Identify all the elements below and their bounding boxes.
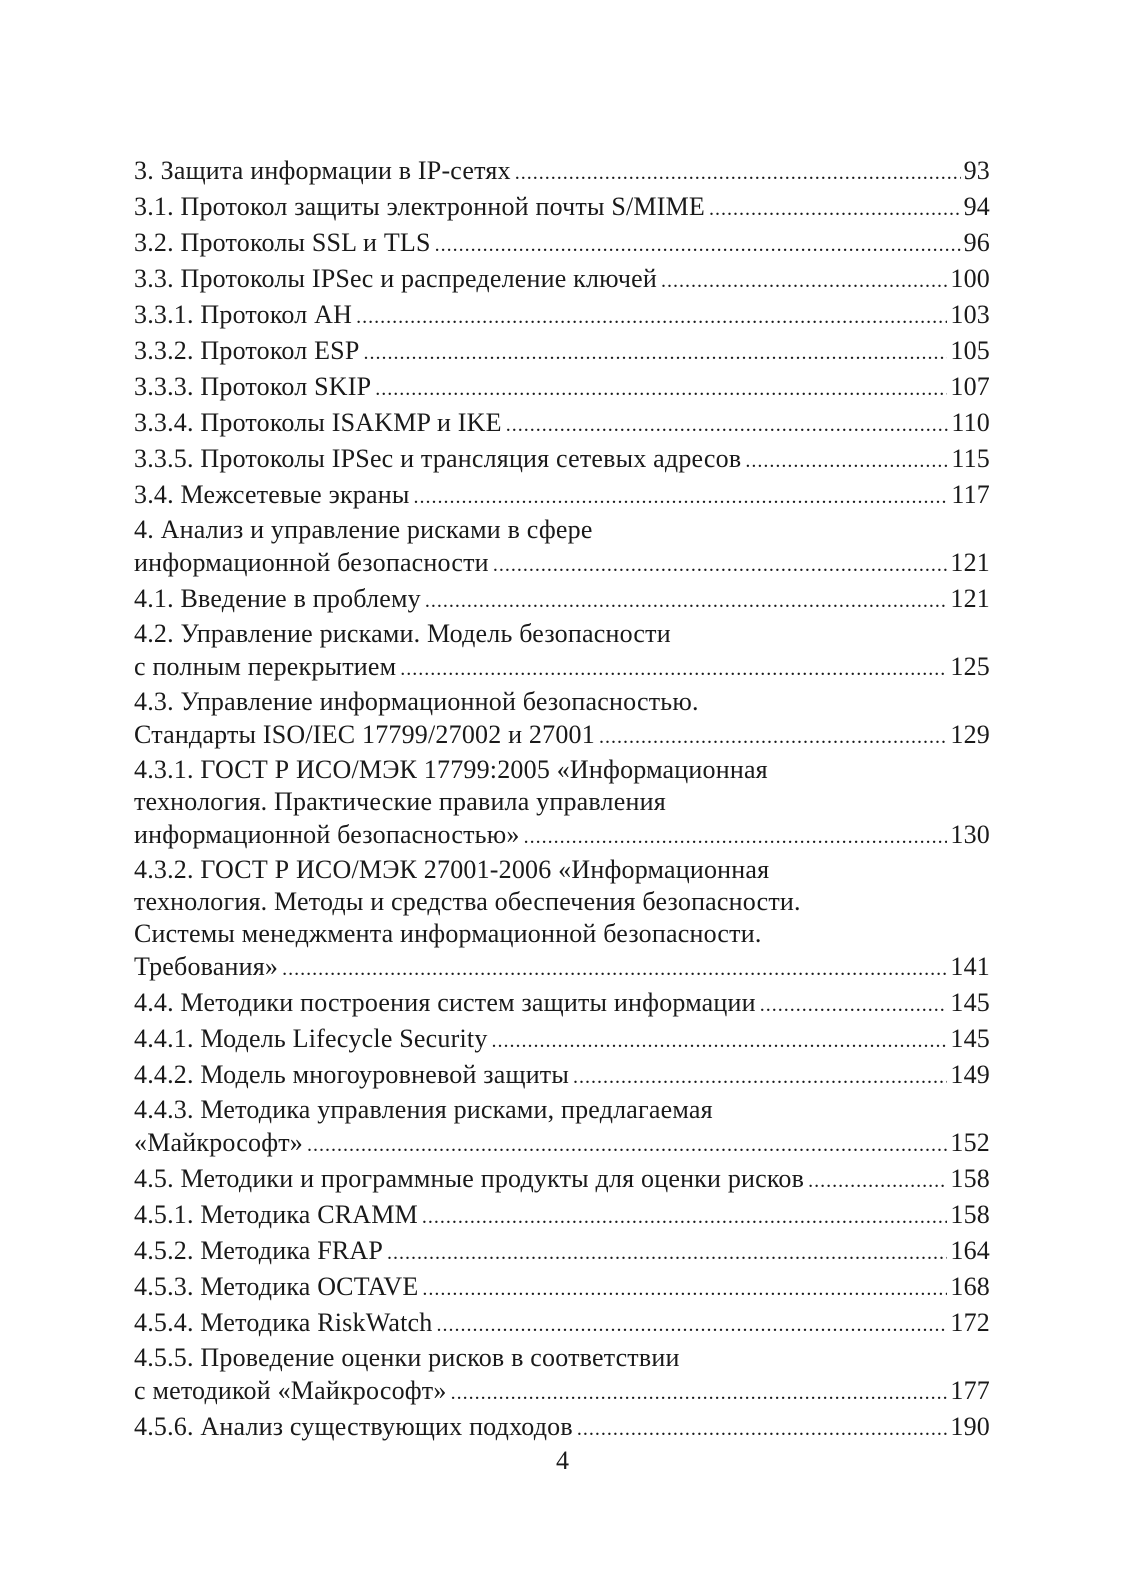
toc-entry-title-line: 4.5.3. Методика OCTAVE — [134, 1272, 419, 1301]
toc-entry-row — [134, 1410, 990, 1446]
toc-page-number: 145 — [950, 1024, 990, 1053]
toc-entry-title-line: 4.3. Управление информационной безопасностью. — [134, 687, 699, 716]
toc-entry[interactable] — [134, 686, 990, 754]
dot-leader — [492, 1025, 948, 1058]
dot-leader — [422, 1273, 947, 1306]
toc-entry-row — [134, 478, 990, 514]
toc-entry-title-line: 3.3.5. Протоколы IPSec и трансляция сетевых адресов — [134, 444, 742, 473]
toc-entry[interactable] — [134, 262, 990, 298]
toc-page-number: 164 — [950, 1236, 990, 1265]
toc-entry-title-line: 3.3.4. Протоколы ISAKMP и IKE — [134, 408, 502, 437]
toc-entry-row — [134, 154, 990, 190]
toc-page-number: 115 — [951, 444, 990, 473]
dot-leader — [422, 1201, 947, 1234]
toc-page-number: 93 — [963, 156, 990, 185]
toc-entry-row — [134, 1022, 990, 1058]
toc-entry-title-line: с полным перекрытием — [134, 652, 397, 681]
toc-entry[interactable] — [134, 1410, 990, 1446]
dot-leader — [451, 1377, 948, 1410]
toc-entry[interactable] — [134, 1162, 990, 1198]
toc-entry-title-line: 3.1. Протокол защиты электронной почты S/MIME — [134, 192, 705, 221]
toc-entry[interactable] — [134, 406, 990, 442]
table-of-contents — [134, 154, 990, 1446]
dot-leader — [375, 373, 947, 406]
toc-entry-row — [134, 1126, 990, 1162]
dot-leader — [356, 301, 947, 334]
toc-entry-title-line: технология. Методы и средства обеспечения безопасности. — [134, 887, 801, 916]
dot-leader — [760, 989, 948, 1022]
toc-page-number: 158 — [950, 1164, 990, 1193]
toc-entry-title-line: 4.1. Введение в проблему — [134, 584, 421, 613]
toc-page-number: 117 — [951, 480, 990, 509]
dot-leader — [436, 1309, 947, 1342]
toc-entry-title-line: 3. Защита информации в IP-сетях — [134, 156, 511, 185]
toc-entry-title-line: 4.5.1. Методика CRAMM — [134, 1200, 418, 1229]
dot-leader — [282, 953, 947, 986]
toc-entry-title-line: технология. Практические правила управления — [134, 787, 666, 816]
toc-page-number: 105 — [950, 336, 990, 365]
toc-page-number: 129 — [950, 720, 990, 749]
toc-entry[interactable] — [134, 370, 990, 406]
toc-page-number: 103 — [950, 300, 990, 329]
toc-entry-row — [134, 546, 990, 582]
toc-page-number: 168 — [950, 1272, 990, 1301]
toc-entry-title-line: 4.5.4. Методика RiskWatch — [134, 1308, 433, 1337]
toc-entry-title-line: 4.3.1. ГОСТ Р ИСО/МЭК 17799:2005 «Информационная — [134, 755, 768, 784]
dot-leader — [387, 1237, 947, 1270]
dot-leader — [577, 1413, 948, 1446]
toc-entry[interactable] — [134, 1094, 990, 1162]
toc-entry-title-line: 3.3.1. Протокол AH — [134, 300, 353, 329]
dot-leader — [435, 229, 961, 262]
toc-entry-title-line: 4.5. Методики и программные продукты для оценки рисков — [134, 1164, 805, 1193]
dot-leader — [709, 193, 961, 226]
toc-entry-row — [134, 1234, 990, 1270]
toc-entry-row — [134, 226, 990, 262]
toc-page-number: 121 — [950, 548, 990, 577]
toc-entry-title-line: «Майкрософт» — [134, 1128, 304, 1157]
toc-entry-title-line: Требования» — [134, 952, 279, 981]
dot-leader — [745, 445, 948, 478]
toc-entry[interactable] — [134, 1198, 990, 1234]
toc-entry-title-line: с методикой «Майкрософт» — [134, 1376, 447, 1405]
toc-page-number: 149 — [950, 1060, 990, 1089]
toc-entry[interactable] — [134, 754, 990, 854]
toc-entry[interactable] — [134, 190, 990, 226]
toc-entry[interactable] — [134, 478, 990, 514]
toc-page-number: 107 — [950, 372, 990, 401]
dot-leader — [364, 337, 948, 370]
toc-page-number: 177 — [950, 1376, 990, 1405]
toc-entry-title-line: 4.3.2. ГОСТ Р ИСО/МЭК 27001-2006 «Информационная — [134, 855, 770, 884]
toc-page-number: 100 — [950, 264, 990, 293]
toc-entry[interactable] — [134, 1306, 990, 1342]
toc-entry-title-line: 4. Анализ и управление рисками в сфере — [134, 515, 593, 544]
toc-entry[interactable] — [134, 1022, 990, 1058]
toc-page-number: 96 — [963, 228, 990, 257]
toc-page-number: 125 — [950, 652, 990, 681]
dot-leader — [573, 1061, 947, 1094]
toc-entry[interactable] — [134, 1270, 990, 1306]
toc-entry[interactable] — [134, 1058, 990, 1094]
toc-entry-title-line: 4.5.5. Проведение оценки рисков в соответствии — [134, 1343, 680, 1372]
dot-leader — [493, 549, 948, 582]
toc-page-number: 152 — [950, 1128, 990, 1157]
toc-entry[interactable] — [134, 442, 990, 478]
toc-entry-row — [134, 1198, 990, 1234]
toc-entry-row — [134, 582, 990, 618]
dot-leader — [506, 409, 949, 442]
toc-page-number: 121 — [950, 584, 990, 613]
toc-entry-row — [134, 298, 990, 334]
dot-leader — [524, 821, 948, 854]
toc-entry[interactable] — [134, 298, 990, 334]
toc-entry-row — [134, 406, 990, 442]
dot-leader — [661, 265, 947, 298]
toc-entry-title-line: 4.4.3. Методика управления рисками, предлагаемая — [134, 1095, 713, 1124]
toc-entry-row — [134, 718, 990, 754]
toc-entry[interactable] — [134, 334, 990, 370]
toc-entry-title-line: информационной безопасностью» — [134, 820, 520, 849]
toc-page-number: 110 — [951, 408, 990, 437]
toc-entry-row — [134, 1306, 990, 1342]
toc-page-number: 145 — [950, 988, 990, 1017]
dot-leader — [414, 481, 949, 514]
dot-leader — [400, 653, 947, 686]
toc-entry-title-line: 4.5.2. Методика FRAP — [134, 1236, 384, 1265]
toc-page-number: 130 — [950, 820, 990, 849]
toc-entry-title-line: Системы менеджмента информационной безопасности. — [134, 919, 762, 948]
toc-entry[interactable] — [134, 1234, 990, 1270]
toc-entry-title-line: 3.3.3. Протокол SKIP — [134, 372, 372, 401]
toc-entry[interactable] — [134, 986, 990, 1022]
toc-page-number: 190 — [950, 1412, 990, 1441]
dot-leader — [307, 1129, 947, 1162]
toc-entry[interactable] — [134, 514, 990, 582]
toc-entry-title-line: 3.3. Протоколы IPSec и распределение ключей — [134, 264, 657, 293]
toc-entry[interactable] — [134, 1342, 990, 1410]
toc-entry-row — [134, 986, 990, 1022]
dot-leader — [808, 1165, 947, 1198]
toc-entry-row — [134, 650, 990, 686]
page-number: 4 — [556, 1446, 569, 1475]
toc-entry-title-line: 4.2. Управление рисками. Модель безопасности — [134, 619, 671, 648]
dot-leader — [599, 721, 947, 754]
toc-entry-row — [134, 1162, 990, 1198]
toc-entry[interactable] — [134, 854, 990, 986]
toc-page-number: 141 — [950, 952, 990, 981]
toc-page-number: 172 — [950, 1308, 990, 1337]
toc-entry-row — [134, 262, 990, 298]
toc-entry-row — [134, 1374, 990, 1410]
toc-page-number: 158 — [950, 1200, 990, 1229]
toc-entry-row — [134, 442, 990, 478]
toc-entry-title-line: 3.2. Протоколы SSL и TLS — [134, 228, 431, 257]
toc-entry-row — [134, 334, 990, 370]
toc-entry-title-line: 4.5.6. Анализ существующих подходов — [134, 1412, 573, 1441]
toc-entry-row — [134, 950, 990, 986]
toc-entry[interactable] — [134, 618, 990, 686]
toc-entry-row — [134, 190, 990, 226]
toc-entry-row — [134, 818, 990, 854]
toc-entry-row — [134, 1058, 990, 1094]
toc-entry-title-line: Стандарты ISO/IEC 17799/27002 и 27001 — [134, 720, 595, 749]
toc-entry-row — [134, 1270, 990, 1306]
toc-entry-title-line: 3.3.2. Протокол ESP — [134, 336, 360, 365]
toc-entry[interactable] — [134, 154, 990, 190]
toc-entry[interactable] — [134, 226, 990, 262]
dot-leader — [425, 585, 948, 618]
dot-leader — [515, 157, 961, 190]
toc-entry-title-line: 3.4. Межсетевые экраны — [134, 480, 410, 509]
toc-entry-title-line: 4.4.1. Модель Lifecycle Security — [134, 1024, 488, 1053]
toc-entry-row — [134, 370, 990, 406]
toc-entry-title-line: 4.4.2. Модель многоуровневой защиты — [134, 1060, 570, 1089]
toc-page-number: 94 — [963, 192, 990, 221]
toc-entry-title-line: информационной безопасности — [134, 548, 489, 577]
toc-entry-title-line: 4.4. Методики построения систем защиты информации — [134, 988, 756, 1017]
toc-entry[interactable] — [134, 582, 990, 618]
